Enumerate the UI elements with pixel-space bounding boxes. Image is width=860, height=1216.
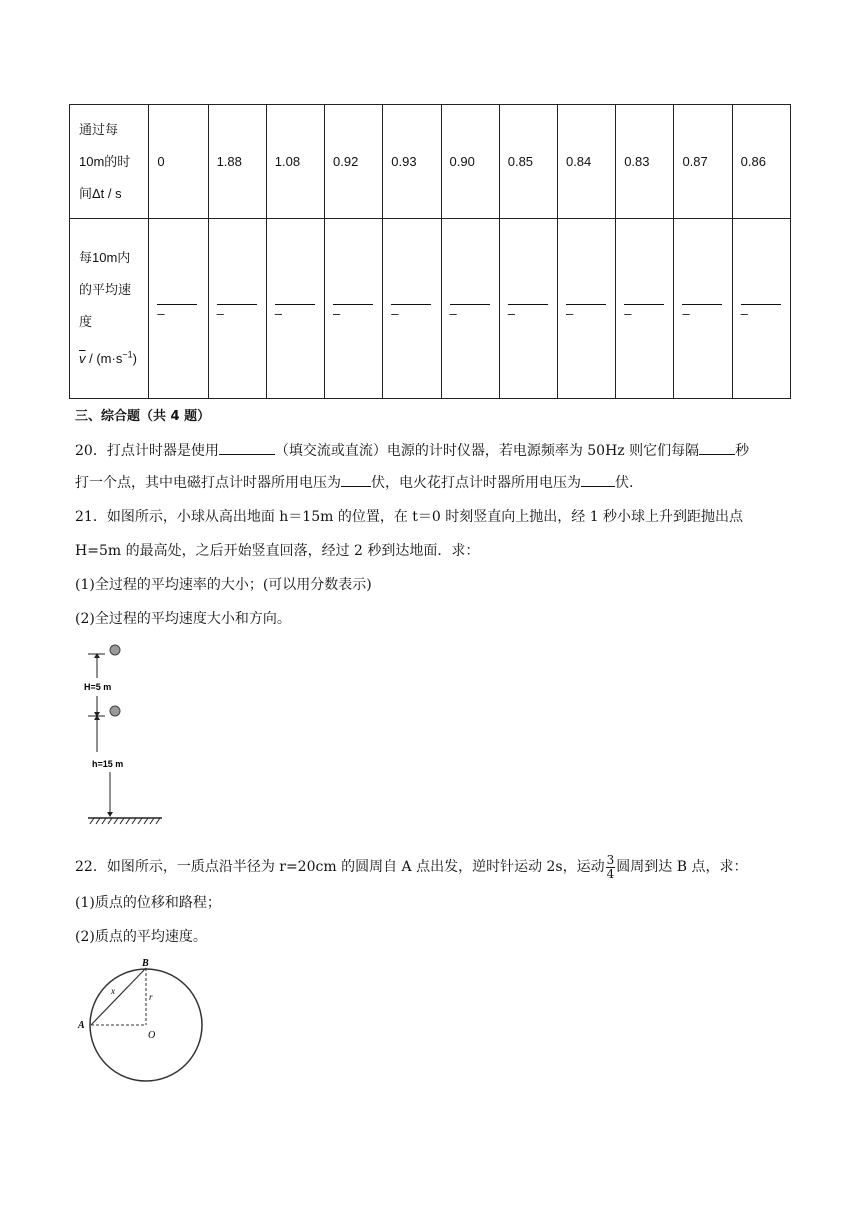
ball-top-icon [110, 645, 120, 655]
fig-label-r: r [149, 992, 153, 1002]
time-cell: 0.93 [383, 105, 441, 219]
blank-tail: – [565, 306, 574, 321]
blank-line [566, 294, 606, 305]
q22-figure [76, 954, 206, 1082]
q21-sub2: (2)全过程的平均速度大小和方向。 [75, 611, 291, 627]
label-unit [79, 351, 137, 366]
answer-blank-cell[interactable] [383, 219, 441, 399]
answer-blank-cell[interactable] [441, 219, 499, 399]
section-heading: 三、综合题（共 4 题） [75, 409, 211, 424]
answer-blank-cell[interactable] [149, 219, 208, 399]
blank-line [450, 294, 490, 305]
blank-tail: – [157, 306, 165, 321]
q22-text: 圆周到达 B 点，求： [616, 859, 748, 875]
answer-blank-cell[interactable] [266, 219, 324, 399]
q20-blank-em-voltage[interactable] [341, 472, 371, 487]
row-label-time [70, 105, 149, 219]
answer-blank-cell[interactable] [674, 219, 732, 399]
time-cell: 0.87 [674, 105, 732, 219]
fig-label-H: H=5 m [84, 682, 112, 692]
label-line: 的平均速 [79, 282, 132, 298]
answer-blank-cell[interactable] [732, 219, 790, 399]
label-line: 每10m内 [79, 250, 131, 266]
blank-line [741, 294, 781, 305]
time-cell: 0.85 [499, 105, 557, 219]
answer-blank-cell[interactable] [557, 219, 615, 399]
time-cell: 0.90 [441, 105, 499, 219]
data-table [69, 104, 791, 399]
q22-sub1: (1)质点的位移和路程； [75, 895, 221, 911]
blank-tail: – [449, 306, 457, 321]
time-cell: 0.83 [616, 105, 674, 219]
time-cell: 0 [149, 105, 208, 219]
q20-text: 打一个点，其中电磁打点计时器所用电压为 [75, 475, 341, 491]
time-cell: 0.86 [732, 105, 790, 219]
fig-label-x: x [111, 986, 115, 996]
q21-figure [80, 640, 170, 830]
answer-blank-cell[interactable] [616, 219, 674, 399]
fraction-denominator: 4 [606, 866, 615, 881]
fig-label-O: O [148, 1030, 156, 1041]
blank-tail: – [740, 306, 748, 321]
row-label-velocity [70, 219, 149, 399]
q20-blank-interval[interactable] [699, 440, 735, 455]
blank-line [275, 294, 315, 305]
v-bar-symbol: $\overline{v}$ [79, 350, 86, 366]
q22-text: 22．如图所示，一质点沿半径为 r=20cm 的圆周自 A 点出发，逆时针运动 2s，运动 [75, 859, 605, 875]
fig-label-B: B [142, 958, 149, 969]
blank-tail: – [391, 306, 399, 321]
blank-line [682, 294, 722, 305]
blank-line [391, 294, 431, 305]
blank-tail: – [274, 306, 283, 321]
blank-tail: – [682, 306, 690, 321]
blank-tail: – [216, 306, 224, 321]
answer-blank-cell[interactable] [208, 219, 266, 399]
q20-blank-current-type[interactable] [219, 440, 275, 455]
blank-line [508, 294, 548, 305]
time-cell: 1.08 [266, 105, 324, 219]
unit-close: ) [132, 350, 137, 366]
q20-line1 [75, 440, 749, 461]
q20-line2 [75, 472, 633, 493]
fig-label-A: A [78, 1020, 85, 1031]
label-line: 10m的时 [79, 153, 131, 169]
blank-line [157, 294, 197, 305]
blank-tail: – [333, 306, 341, 321]
unit-exponent: −1 [122, 349, 133, 360]
ball-start-icon [110, 706, 120, 716]
table-row-time [70, 105, 791, 219]
fraction [606, 854, 616, 881]
q20-text: 秒 [735, 443, 750, 459]
label-line: 间Δt / s [79, 185, 122, 201]
q20-text: 伏，电火花打点计时器所用电压为 [371, 475, 581, 491]
blank-tail: – [624, 306, 632, 321]
time-cell: 0.84 [557, 105, 615, 219]
q21-sub1: (1)全过程的平均速率的大小；(可以用分数表示) [75, 577, 372, 593]
table-row-velocity [70, 219, 791, 399]
time-cell: 1.88 [208, 105, 266, 219]
q21-line1: 21．如图所示，小球从高出地面 h＝15m 的位置，在 t＝0 时刻竖直向上抛出，经 1 秒小球上升到距抛出点 [75, 509, 744, 525]
q22-line1 [75, 852, 747, 882]
fraction-numerator: 3 [606, 852, 615, 867]
time-cell: 0.92 [325, 105, 383, 219]
q20-text: 20．打点计时器是使用 [75, 443, 219, 459]
blank-line [217, 294, 257, 305]
label-line: 度 [79, 314, 93, 330]
q20-blank-spark-voltage[interactable] [581, 472, 615, 487]
unit-text: / (m·s [85, 350, 123, 366]
blank-line [333, 294, 373, 305]
blank-tail: – [507, 306, 515, 321]
answer-blank-cell[interactable] [499, 219, 557, 399]
q21-line2: H=5m 的最高处，之后开始竖直回落，经过 2 秒到达地面．求： [75, 543, 480, 559]
q20-text: （填交流或直流）电源的计时仪器，若电源频率为 50Hz 则它们每隔 [274, 443, 700, 459]
label-line: 通过每 [79, 121, 119, 137]
q20-text: 伏. [615, 475, 634, 491]
blank-line [624, 294, 664, 305]
fig-label-h: h=15 m [92, 759, 124, 769]
answer-blank-cell[interactable] [325, 219, 383, 399]
q22-sub2: (2)质点的平均速度。 [75, 929, 207, 945]
